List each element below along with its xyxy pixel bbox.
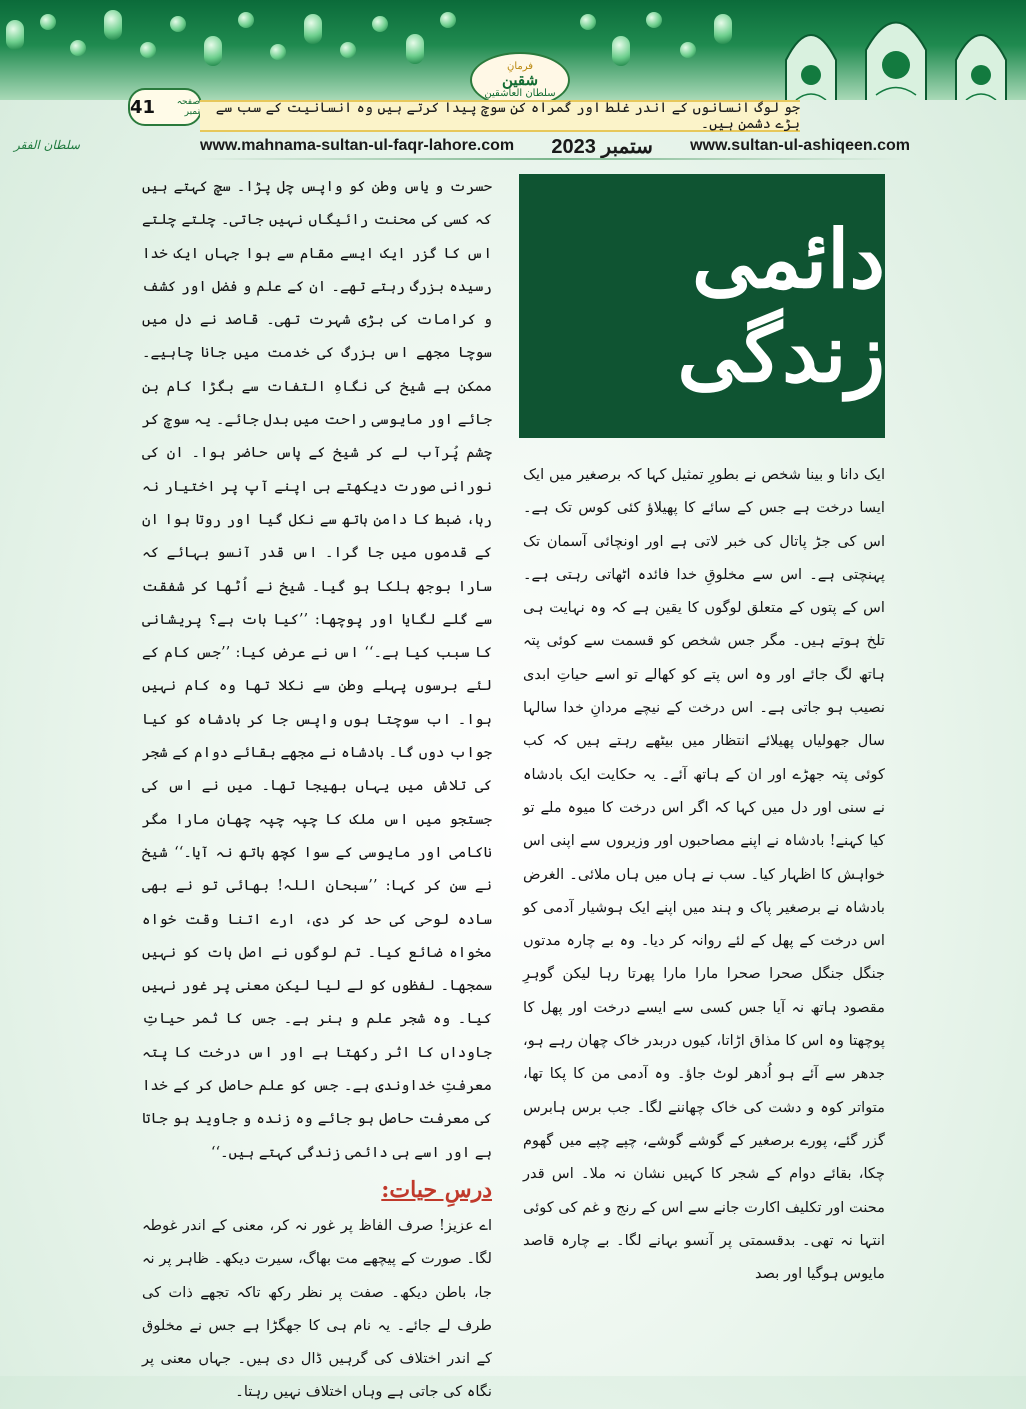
- ornament-icon: [646, 12, 662, 28]
- ornament-icon: [580, 14, 596, 30]
- ornament-icon: [40, 14, 56, 30]
- page-number-badge: [128, 88, 202, 126]
- ornament-icon: [340, 42, 356, 58]
- page-number-label: صفحہ نمبر: [176, 97, 200, 117]
- article-paragraph: ایک دانا و بینا شخص نے بطورِ تمثیل کہا کہ برصغیر میں ایک ایسا درخت ہے جس کے سائے کا پھیلاؤ کئی کوس تک ہے۔ اس کی جڑ پاتال کی خبر لاتی ہے اور اونچائی آسمان تک پہنچتی ہے۔ اس سے مخلوقِ خدا فائدہ اٹھاتی رہتی ہے۔ اس کے پتوں کے متعلق لوگوں کا یقین ہے کہ وہ نہایت ہی تلخ ہوتے ہیں۔ مگر جس شخص کو قسمت سے کوئی پتہ ہاتھ لگ جائے اور وہ اس پتے کو کھالے تو اسے حیاتِ ابدی نصیب ہو جاتی ہے۔ اس درخت کے نیچے مردانِ خدا سالہا سال جھولیاں پھیلائے انتظار میں بیٹھے رہتے ہیں کہ کب کوئی پتہ جھڑے اور ان کے ہاتھ آئے۔ یہ حکایت ایک بادشاہ نے سنی اور دل میں کہا کہ اگر اس درخت کا میوہ ملے تو کیا کہنے! بادشاہ نے اپنے مصاحبوں اور وزیروں سے اپنی اس خواہش کا اظہار کیا۔ سب نے ہاں میں ہاں ملائی۔ الغرض بادشاہ نے برصغیر پاک و ہند میں اپنے ایک ہوشیار آدمی کو اس درخت کے پھل کے لئے روانہ کر دیا۔ وہ بے چارہ مدتوں جنگل جنگل صحرا صحرا مارا مارا پھرتا رہا لیکن گوہرِ مقصود ہاتھ نہ آیا جس کسی سے ایسے درخت اور پھل کا پوچھتا وہ اس کا مذاق اڑاتا، کیوں دربدر خاک چھان رہے ہو، جدھر سے آئے ہو اُدھر لوٹ جاؤ۔ وہ آدمی من کا پکا تھا، متواتر کوہ و دشت کی خاک چھاننے لگا۔ جب برس ہابرس گزر گئے، پورے برصغیر کے گوشے گوشے، چپے چپے میں گھوم چکا، بقائے دوام کے شجر کا کہیں نشان نہ ملا۔ اس قدر محنت اور تکلیف اکارت جانے سے اس کے رنج و غم کی کوئی انتہا نہ تھی۔ بدقسمتی پر آنسو بہانے لگا۔ بے چارہ قاصد مایوس ہوگیا اور بصد: [523, 466, 885, 1283]
- lesson-paragraph: اے عزیز! صرف الفاظ پر غور نہ کر، معنی کے اندر غوطہ لگا۔ صورت کے پیچھے مت بھاگ، سیرت دیکھ۔ ظاہر پر نہ جا، باطن دیکھ۔ صفت پر نظر رکھ تاکہ تجھے ذات کی طرف لے جائے۔ یہ نام ہی کا جھگڑا ہے جس نے مخلوق کے اندر اختلاف کی گرہیں ڈال دی ہیں۔ جہاں معنی پر نگاہ کی جاتی ہے وہاں اختلاف نہیں رہتا۔: [142, 1216, 492, 1401]
- url-left[interactable]: www.mahnama-sultan-ul-faqr-lahore.com: [200, 137, 515, 154]
- ornament-icon: [714, 14, 732, 44]
- header-quote: جو لوگ انسانوں کے اندر غلط اور گمراہ کن سوچ پیدا کرتے ہیں وہ انسانیت کے سب سے بڑے دشمن ہیں۔: [200, 100, 800, 132]
- ornament-icon: [440, 12, 456, 28]
- ornament-icon: [6, 20, 24, 50]
- seal-text: سلطان الفقر: [14, 138, 80, 152]
- ornament-icon: [238, 12, 254, 28]
- ornament-icon: [70, 40, 86, 56]
- issue-date: ستمبر 2023: [551, 135, 653, 158]
- article-column-left: [142, 170, 492, 1409]
- logo-line-3: سلطان العاشقین: [484, 88, 556, 100]
- title-box: [519, 174, 885, 438]
- ornament-icon: [170, 16, 186, 32]
- article-column-right: [523, 458, 885, 1290]
- header-url-bar: [200, 134, 910, 158]
- arch-ornament-icon: [766, 0, 1026, 100]
- decorative-dots: [0, 6, 760, 96]
- ornament-icon: [406, 34, 424, 64]
- ornament-icon: [304, 14, 322, 44]
- page-number: 41: [130, 96, 156, 118]
- ornament-icon: [372, 16, 388, 32]
- logo-line-1: فرمانِ: [506, 60, 534, 72]
- ornament-icon: [104, 10, 122, 40]
- logo-line-2: شقین: [501, 70, 539, 89]
- url-right[interactable]: www.sultan-ul-ashiqeen.com: [690, 137, 910, 154]
- header-divider: [196, 158, 906, 160]
- lesson-heading: درسِ حیات:: [381, 1176, 492, 1203]
- ornament-icon: [204, 36, 222, 66]
- ornament-icon: [270, 44, 286, 60]
- article-title: دائمی زندگی: [677, 212, 885, 400]
- ornament-icon: [612, 36, 630, 66]
- article-paragraph: حسرت و یاس وطن کو واپس چل پڑا۔ سچ کہتے ہیں کہ کسی کی محنت رائیگاں نہیں جاتی۔ چلتے چلتے اس کا گزر ایک ایسے مقام سے ہوا جہاں ایک خدا رسیدہ بزرگ رہتے تھے۔ ان کے علم و فضل اور کشف و کرامات کی بڑی شہرت تھی۔ قاصد نے دل میں سوچا مجھے اس بزرگ کی خدمت میں جانا چاہیے۔ ممکن ہے شیخ کی نگاہِ التفات سے بگڑا کام بن جائے اور مایوسی راحت میں بدل جائے۔ یہ سوچ کر چشم پُرآب لے کر شیخ کے پاس حاضر ہوا۔ ان کی نورانی صورت دیکھتے ہی اپنے آپ پر اختیار نہ رہا، ضبط کا دامن ہاتھ سے نکل گیا اور روتا ہوا ان کے قدموں میں جا گرا۔ اس قدر آنسو بہائے کہ سارا بوجھ ہلکا ہو گیا۔ شیخ نے اُٹھا کر شفقت سے گلے لگایا اور پوچھا: ’’کیا بات ہے؟ پریشانی کا سبب کیا ہے۔‘‘ اس نے عرض کیا: ’’جس کام کے لئے برسوں پہلے وطن سے نکلا تھا وہ کام نہیں ہوا۔ اب سوچتا ہوں واپس جا کر بادشاہ کو کیا جواب دوں گا۔ بادشاہ نے مجھے بقائے دوام کے شجر کی تلاش میں یہاں بھیجا تھا۔ میں نے اس کی جستجو میں اس ملک کا چپہ چپہ چھان مارا مگر ناکامی اور مایوسی کے سوا کچھ ہاتھ نہ آیا۔‘‘ شیخ نے سن کر کہا: ’’سبحان اللہ! بھائی تو نے بھی سادہ لوحی کی حد کر دی، ارے اتنا وقت خواہ مخواہ ضائع کیا۔ تم لوگوں نے اصل بات کو نہیں سمجھا۔ لفظوں کو لے لیا لیکن معنی پر غور نہیں کیا۔ وہ شجر علم و ہنر ہے۔ جس کا ثمر حیاتِ جاوداں کا اثر رکھتا ہے اور اس درخت کا پتہ معرفتِ خداوندی ہے۔ جس کو علم حاصل کر کے خدا کی معرفت حاصل ہو جائے وہ زندہ و جاوید ہو جاتا ہے اور اسے ہی دائمی زندگی کہتے ہیں۔‘‘: [142, 178, 492, 1161]
- ornament-icon: [140, 42, 156, 58]
- ornament-icon: [680, 42, 696, 58]
